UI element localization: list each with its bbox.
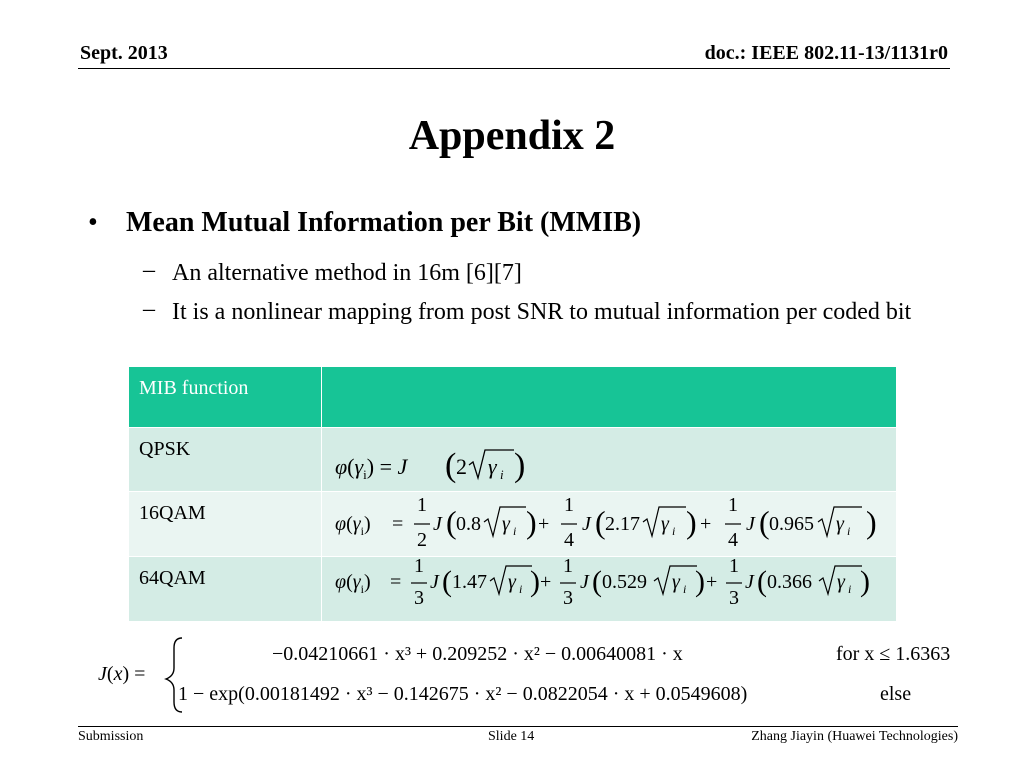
svg-text:(: ( xyxy=(759,504,770,540)
svg-text:1: 1 xyxy=(414,555,424,577)
qam64-formula xyxy=(335,555,870,609)
svg-text:2: 2 xyxy=(456,454,467,479)
svg-text:1: 1 xyxy=(729,555,739,577)
svg-text:(: ( xyxy=(446,504,457,540)
svg-text:φ(γi): $\varphi(\gamma_i)$ xyxy=(335,571,371,596)
svg-text:(: ( xyxy=(592,565,602,598)
svg-text:i: i xyxy=(683,582,687,596)
svg-text:J: J xyxy=(580,571,589,593)
jx-formula xyxy=(98,638,182,712)
svg-text:(: ( xyxy=(442,565,452,598)
svg-text:1: 1 xyxy=(563,555,573,577)
svg-text:=: = xyxy=(390,571,402,593)
svg-text:): ) xyxy=(530,565,540,598)
svg-text:3: 3 xyxy=(729,587,739,609)
svg-text:φ(γi): $\varphi(\gamma_i)$ xyxy=(335,513,371,538)
modulation-label: 64QAM xyxy=(129,557,322,622)
jx-case1: −0.04210661 · x³ + 0.209252 · x² − 0.00640081 · x xyxy=(272,643,683,665)
svg-text:+: + xyxy=(540,571,552,593)
svg-text:i: i xyxy=(513,524,517,538)
svg-text:4: 4 xyxy=(564,529,574,551)
header-doc-id: doc.: IEEE 802.11-13/1131r0 xyxy=(704,42,948,64)
svg-text:γ: γ xyxy=(836,513,844,535)
bullet-marker: • xyxy=(88,207,98,238)
svg-text:2.17: 2.17 xyxy=(605,513,640,535)
svg-text:J: J xyxy=(582,513,591,535)
svg-text:i: i xyxy=(672,524,676,538)
svg-text:3: 3 xyxy=(414,587,424,609)
table-header-cell: MIB function xyxy=(129,367,322,428)
svg-text:1: 1 xyxy=(728,494,738,516)
svg-text:i: i xyxy=(519,582,523,596)
svg-text:J: J xyxy=(433,513,442,535)
jx-case2: 1 − exp(0.00181492 · x³ − 0.142675 · x² − 0.0822054 · x + 0.0549608) xyxy=(178,683,748,705)
sub-bullet-dash: – xyxy=(143,257,155,283)
svg-text:J: J xyxy=(745,571,754,593)
svg-text:(: ( xyxy=(757,565,767,598)
svg-text:(: ( xyxy=(595,504,606,540)
footer-slide-number: Slide 14 xyxy=(488,729,535,744)
svg-text:): ) xyxy=(860,565,870,598)
svg-text:γ: γ xyxy=(508,571,516,593)
modulation-label: QPSK xyxy=(129,428,322,492)
sub-bullet-1: An alternative method in 16m [6][7] xyxy=(172,260,522,286)
svg-text:γ: γ xyxy=(488,454,497,479)
footer-rule xyxy=(78,726,958,727)
svg-text:J: J xyxy=(746,513,755,535)
svg-text:1.47: 1.47 xyxy=(452,571,487,593)
svg-text:): ) xyxy=(514,447,526,484)
svg-text:+: + xyxy=(538,513,550,535)
svg-text:0.529: 0.529 xyxy=(602,571,647,593)
svg-text:=: = xyxy=(392,513,404,535)
sub-bullet-dash: – xyxy=(143,296,155,322)
sub-bullet-2: It is a nonlinear mapping from post SNR to mutual information per coded bit xyxy=(172,299,912,325)
footer-submission: Submission xyxy=(78,729,144,744)
svg-text:+: + xyxy=(700,513,712,535)
svg-text:J: J xyxy=(430,571,439,593)
svg-text:): ) xyxy=(866,504,877,540)
svg-text:): ) xyxy=(686,504,697,540)
svg-text:0.8: 0.8 xyxy=(456,513,481,535)
bullet-main: Mean Mutual Information per Bit (MMIB) xyxy=(126,207,642,238)
slide-title: Appendix 2 xyxy=(408,113,616,159)
svg-text:2: 2 xyxy=(417,529,427,551)
svg-text:1: 1 xyxy=(564,494,574,516)
svg-text:): ) xyxy=(526,504,537,540)
svg-text:J(x) =: J(x) = xyxy=(98,663,146,685)
svg-text:0.965: 0.965 xyxy=(769,513,814,535)
qam16-formula xyxy=(335,494,877,551)
svg-text:): ) xyxy=(695,565,705,598)
svg-text:1: 1 xyxy=(417,494,427,516)
jx-case2-condition: else xyxy=(880,683,912,705)
header-date: Sept. 2013 xyxy=(80,42,168,64)
footer-author: Zhang Jiayin (Huawei Technologies) xyxy=(751,729,958,744)
paren: ( xyxy=(445,447,457,484)
svg-text:3: 3 xyxy=(563,587,573,609)
svg-text:γ: γ xyxy=(502,513,510,535)
svg-text:4: 4 xyxy=(728,529,738,551)
jx-case1-condition: for x ≤ 1.6363 xyxy=(836,643,951,665)
qpsk-formula xyxy=(335,447,525,484)
svg-text:φ(γi) = J: $\varphi(\gamma_i) = J$ xyxy=(335,454,408,482)
svg-text:i: i xyxy=(847,524,851,538)
svg-text:+: + xyxy=(706,571,718,593)
svg-text:i: i xyxy=(500,467,504,482)
svg-text:γ: γ xyxy=(661,513,669,535)
svg-text:0.366: 0.366 xyxy=(767,571,812,593)
svg-text:i: i xyxy=(848,582,852,596)
modulation-label: 16QAM xyxy=(129,492,322,557)
svg-text:γ: γ xyxy=(672,571,680,593)
svg-text:γ: γ xyxy=(837,571,845,593)
